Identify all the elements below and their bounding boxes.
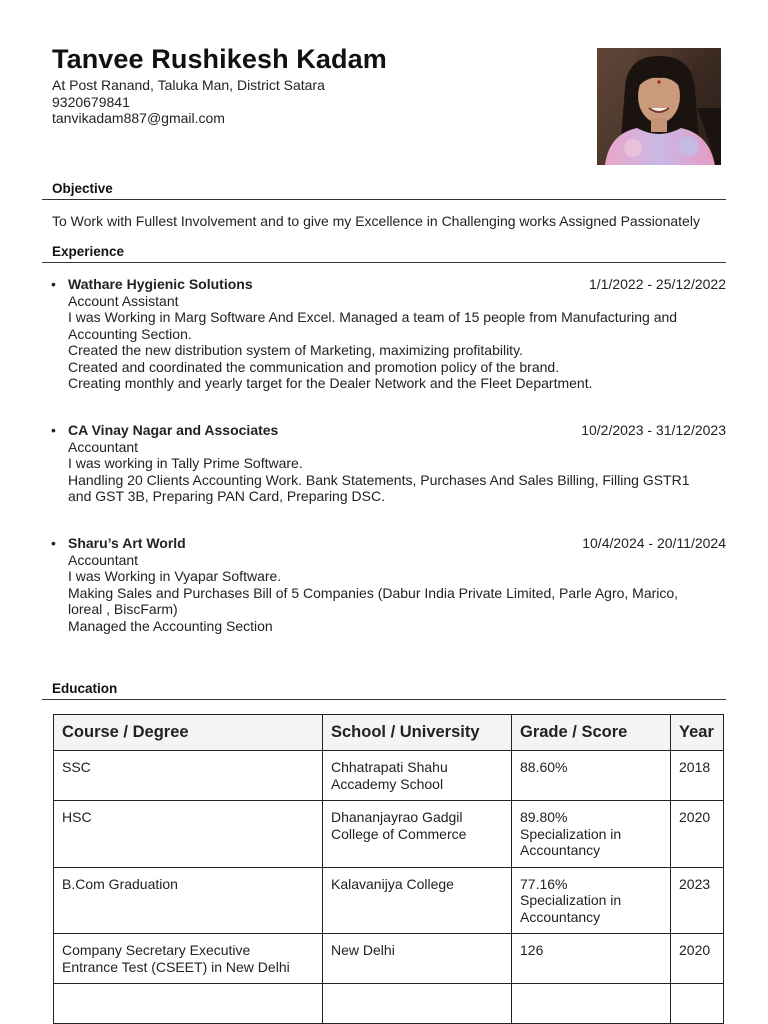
bullet-icon: • <box>51 276 56 292</box>
job-line: I was working in Tally Prime Software. <box>68 455 303 471</box>
table-row <box>54 801 724 868</box>
cell-line: Dhananjayrao Gadgil <box>331 809 463 825</box>
job-entry <box>51 422 726 505</box>
year-cell <box>671 984 724 1024</box>
cell-line: Kalavanijya College <box>331 875 454 892</box>
job-dates: 1/1/2022 - 25/12/2022 <box>588 276 726 292</box>
job-line: Created the new distribution system of Marketing, maximizing profitability. <box>68 342 523 358</box>
job-company: Sharu’s Art World <box>68 535 186 551</box>
experience-heading: Experience <box>52 244 125 259</box>
table-header-row <box>54 715 724 751</box>
cell-line: 88.60% <box>520 759 568 775</box>
grade-cell <box>512 801 671 868</box>
cell-line: HSC <box>62 809 92 825</box>
cell-line: Accountancy <box>520 842 601 858</box>
cell-line: College of Commerce <box>331 825 467 842</box>
job-dates: 10/4/2024 - 20/11/2024 <box>582 535 726 551</box>
profile-photo-icon <box>597 48 721 165</box>
cell-line: B.Com Graduation <box>62 875 178 892</box>
year-cell: 2023 <box>671 867 724 934</box>
objective-heading: Objective <box>52 181 113 196</box>
course-cell <box>54 934 323 984</box>
job-entry <box>51 535 726 634</box>
school-cell <box>323 867 512 934</box>
objective-divider <box>42 199 726 200</box>
cell-line: 89.80% <box>520 809 568 825</box>
contact-block <box>52 77 325 127</box>
job-dates: 10/2/2023 - 31/12/2023 <box>581 422 726 438</box>
course-cell <box>54 984 323 1024</box>
job-entry <box>51 276 726 392</box>
cell-line: Company Secretary Executive <box>62 942 251 958</box>
email-address: tanvikadam887@gmail.com <box>52 110 225 126</box>
column-header: School / University <box>323 715 512 751</box>
job-company: Wathare Hygienic Solutions <box>68 276 253 292</box>
job-role: Account Assistant <box>68 292 179 309</box>
grade-cell <box>512 867 671 934</box>
phone-number: 9320679841 <box>52 93 130 110</box>
experience-divider <box>42 262 726 263</box>
education-heading: Education <box>52 681 118 696</box>
cell-line: 77.16% <box>520 875 568 892</box>
year-cell: 2018 <box>671 751 724 801</box>
cell-line: Accountancy <box>520 908 601 925</box>
education-table <box>53 714 724 1024</box>
course-cell <box>54 751 323 801</box>
cell-line: 126 <box>520 942 544 958</box>
education-divider <box>42 699 726 700</box>
table-row <box>54 751 724 801</box>
profile-photo <box>597 48 721 165</box>
job-line: Managed the Accounting Section <box>68 617 273 634</box>
course-cell <box>54 801 323 868</box>
cell-line: Entrance Test (CSEET) in New Delhi <box>62 958 290 975</box>
job-line: Accounting Section. <box>68 325 192 342</box>
table-row <box>54 934 724 984</box>
grade-cell <box>512 984 671 1024</box>
column-header: Course / Degree <box>54 715 323 751</box>
course-cell <box>54 867 323 934</box>
grade-cell <box>512 934 671 984</box>
column-header: Grade / Score <box>512 715 671 751</box>
job-role: Accountant <box>68 551 139 568</box>
table-row <box>54 984 724 1024</box>
job-line: and GST 3B, Preparing PAN Card, Preparing DSC. <box>68 488 385 504</box>
school-cell <box>323 934 512 984</box>
job-line: Making Sales and Purchases Bill of 5 Companies (Dabur India Private Limited, Parle Agro, Marico, <box>68 584 679 601</box>
year-cell: 2020 <box>671 801 724 868</box>
bullet-icon: • <box>51 535 56 551</box>
grade-cell <box>512 751 671 801</box>
cell-line: New Delhi <box>331 942 395 958</box>
job-line: Handling 20 Clients Accounting Work. Bank Statements, Purchases And Sales Billing, Filling GSTR1 <box>68 471 690 488</box>
job-line: Creating monthly and yearly target for the Dealer Network and the Fleet Department. <box>68 375 593 391</box>
cell-line: Accademy School <box>331 775 444 792</box>
cell-line: Specialization in <box>520 892 622 908</box>
job-line: I was Working in Vyapar Software. <box>68 568 282 584</box>
column-header: Year <box>671 715 724 751</box>
year-cell: 2020 <box>671 934 724 984</box>
cell-line: SSC <box>62 759 91 775</box>
job-company: CA Vinay Nagar and Associates <box>68 422 279 438</box>
school-cell <box>323 751 512 801</box>
job-line: Created and coordinated the communication and promotion policy of the brand. <box>68 358 560 375</box>
bullet-icon: • <box>51 422 56 438</box>
job-line: loreal , BiscFarm) <box>68 601 178 617</box>
table-row <box>54 867 724 934</box>
school-cell <box>323 801 512 868</box>
objective-text: To Work with Fullest Involvement and to give my Excellence in Challenging works Assigned Passionately <box>52 213 700 229</box>
cell-line: Chhatrapati Shahu <box>331 759 448 775</box>
school-cell <box>323 984 512 1024</box>
address: At Post Ranand, Taluka Man, District Satara <box>52 77 325 93</box>
cell-line: Specialization in <box>520 825 622 842</box>
job-role: Accountant <box>68 438 139 455</box>
job-line: I was Working in Marg Software And Excel. Managed a team of 15 people from Manufacturing and <box>68 309 678 325</box>
candidate-name: Tanvee Rushikesh Kadam <box>52 44 387 74</box>
